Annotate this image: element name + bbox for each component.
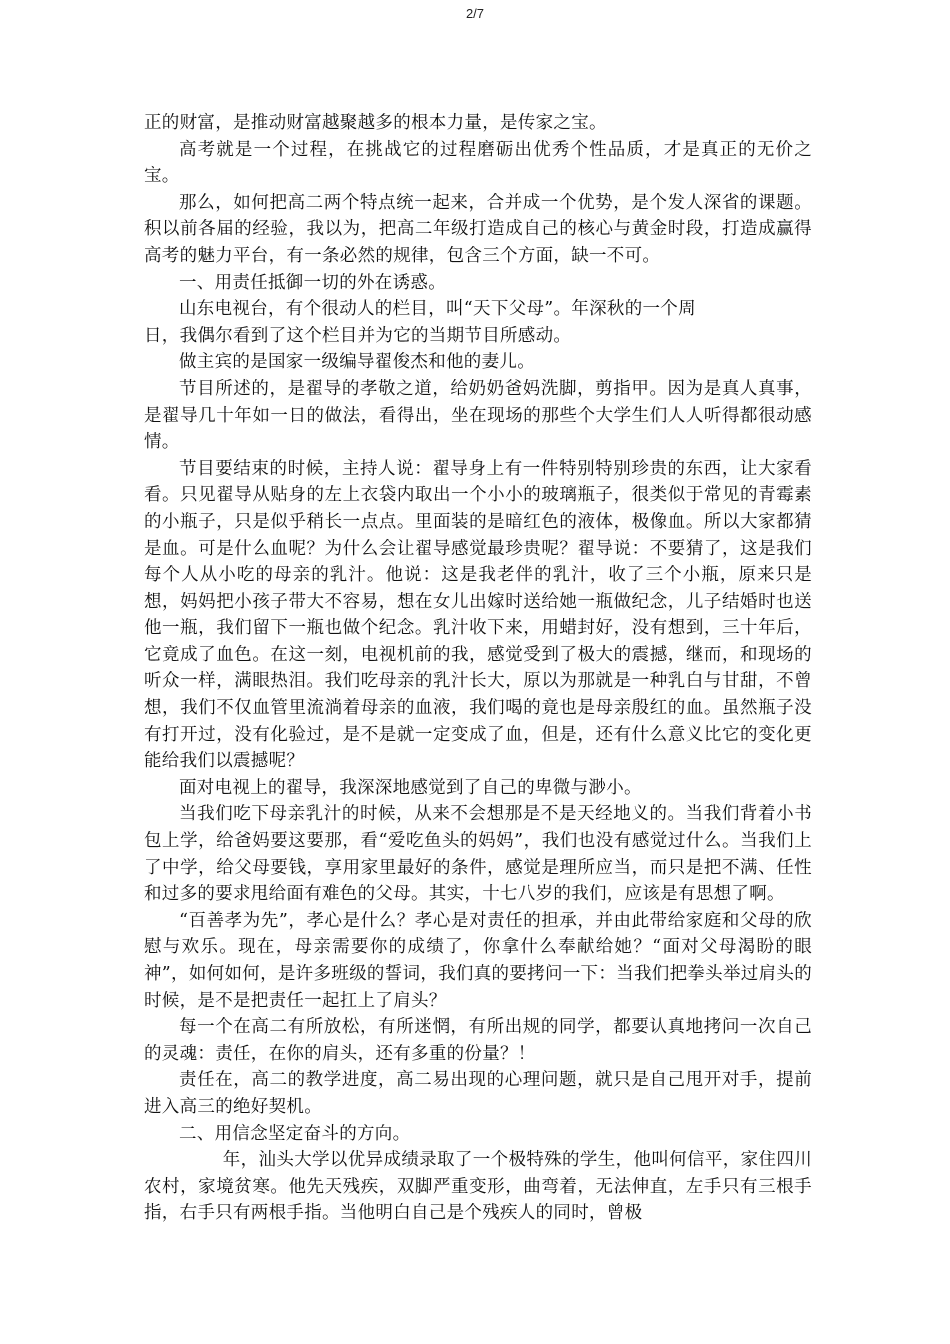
page-number: 2/7 bbox=[465, 6, 485, 21]
section-heading: 一、用责任抵御一切的外在诱惑。 bbox=[179, 272, 446, 293]
paragraph: 正的财富，是推动财富越聚越多的根本力量，是传家之宝。 bbox=[144, 113, 607, 133]
paragraph: 面对电视上的翟导，我深深地感觉到了自己的卑微与渺小。 bbox=[179, 777, 642, 798]
paragraph: 责任在，高二的教学进度，高二易出现的心理问题，就只是自己甩开对手，提前进入高三的绝好契机。 bbox=[144, 1070, 812, 1117]
paragraph: 节目要结束的时候，主持人说：翟导身上有一件特别特别珍贵的东西，让大家看看。只见翟导从贴身的左上衣袋内取出一个小小的玻璃瓶子，很类似于常见的青霉素的小瓶子，只是似乎稍长一点点。里面装的是暗红色的液体，极像血。所以大家都猜是血。可是什么血呢？为什么会让翟导感觉最珍贵呢？翟导说：不要猜了，这是我们每个人从小吃的母亲的乳汁。他说：这是我老伴的乳汁，收了三个小瓶，原来只是想，妈妈把小孩子带大不容易，想在女儿出嫁时送给她一瓶做纪念，儿子结婚时也送他一瓶，我们留下一瓶也做个纪念。乳汁收下来，用蜡封好，没有想到，三十年后，它竟成了血色。在这一刻，电视机前的我，感觉受到了极大的震撼，继而，和现场的听众一样，满眼热泪。我们吃母亲的乳汁长大，原以为那就是一种乳白与甘甜，不曾想，我们不仅血管里流淌着母亲的血液，我们喝的竟也是母亲殷红的血。虽然瓶子没有打开过，没有化验过，是不是就一定变成了血，但是，还有什么意义比它的变化更能给我们以震撼呢？ bbox=[144, 458, 812, 772]
paragraph: 节目所述的，是翟导的孝敬之道，给奶奶爸妈洗脚，剪指甲。因为是真人真事，是翟导几十年如一日的做法，看得出，坐在现场的那些个大学生们人人听得都很动感情。 bbox=[144, 378, 812, 453]
document-body bbox=[144, 110, 812, 1227]
paragraph: 山东电视台，有个很动人的栏目，叫“天下父母”。年深秋的一个周 bbox=[179, 299, 696, 320]
paragraph: “百善孝为先”，孝心是什么？孝心是对责任的担承，并由此带给家庭和父母的欣慰与欢乐。现在，母亲需要你的成绩了，你拿什么奉献给她？“面对父母渴盼的眼神”，如何如何，是许多班级的誓词，我们真的要拷问一下：当我们把拳头举过肩头的时候，是不是把责任一起扛上了肩头？ bbox=[144, 910, 812, 1011]
paragraph: 做主宾的是国家一级编导翟俊杰和他的妻儿。 bbox=[179, 352, 535, 373]
paragraph: 日，我偶尔看到了这个栏目并为它的当期节目所感动。 bbox=[144, 325, 572, 346]
paragraph: 高考就是一个过程，在挑战它的过程磨砺出优秀个性品质，才是真正的无价之宝。 bbox=[144, 139, 812, 187]
paragraph: 当我们吃下母亲乳汁的时候，从来不会想那是不是天经地义的。当我们背着小书包上学，给爸妈要这要那，看“爱吃鱼头的妈妈”，我们也没有感觉过什么。当我们上了中学，给父母要钱，享用家里最好的条件，感觉是理所应当，而只是把不满、任性和过多的要求甩给面有难色的父母。其实，十七八岁的我们，应该是有思想了啊。 bbox=[144, 804, 812, 905]
section-heading: 二、用信念坚定奋斗的方向。 bbox=[179, 1123, 411, 1144]
paragraph: 那么，如何把高二两个特点统一起来，合并成一个优势，是个发人深省的课题。积以前各届的经验，我以为，把高二年级打造成自己的核心与黄金时段，打造成赢得高考的魅力平台，有一条必然的规律，包含三个方面，缺一不可。 bbox=[144, 192, 812, 266]
paragraph: 年，汕头大学以优异成绩录取了一个极特殊的学生，他叫何信平，家住四川农村，家境贫寒。他先天残疾，双脚严重变形，曲弯着，无法伸直，左手只有三根手指，右手只有两根手指。当他明白自己是个残疾人的同时，曾极 bbox=[144, 1150, 812, 1224]
paragraph: 每一个在高二有所放松，有所迷惘，有所出规的同学，都要认真地拷问一次自己的灵魂：责任，在你的肩头，还有多重的份量？！ bbox=[144, 1017, 812, 1064]
